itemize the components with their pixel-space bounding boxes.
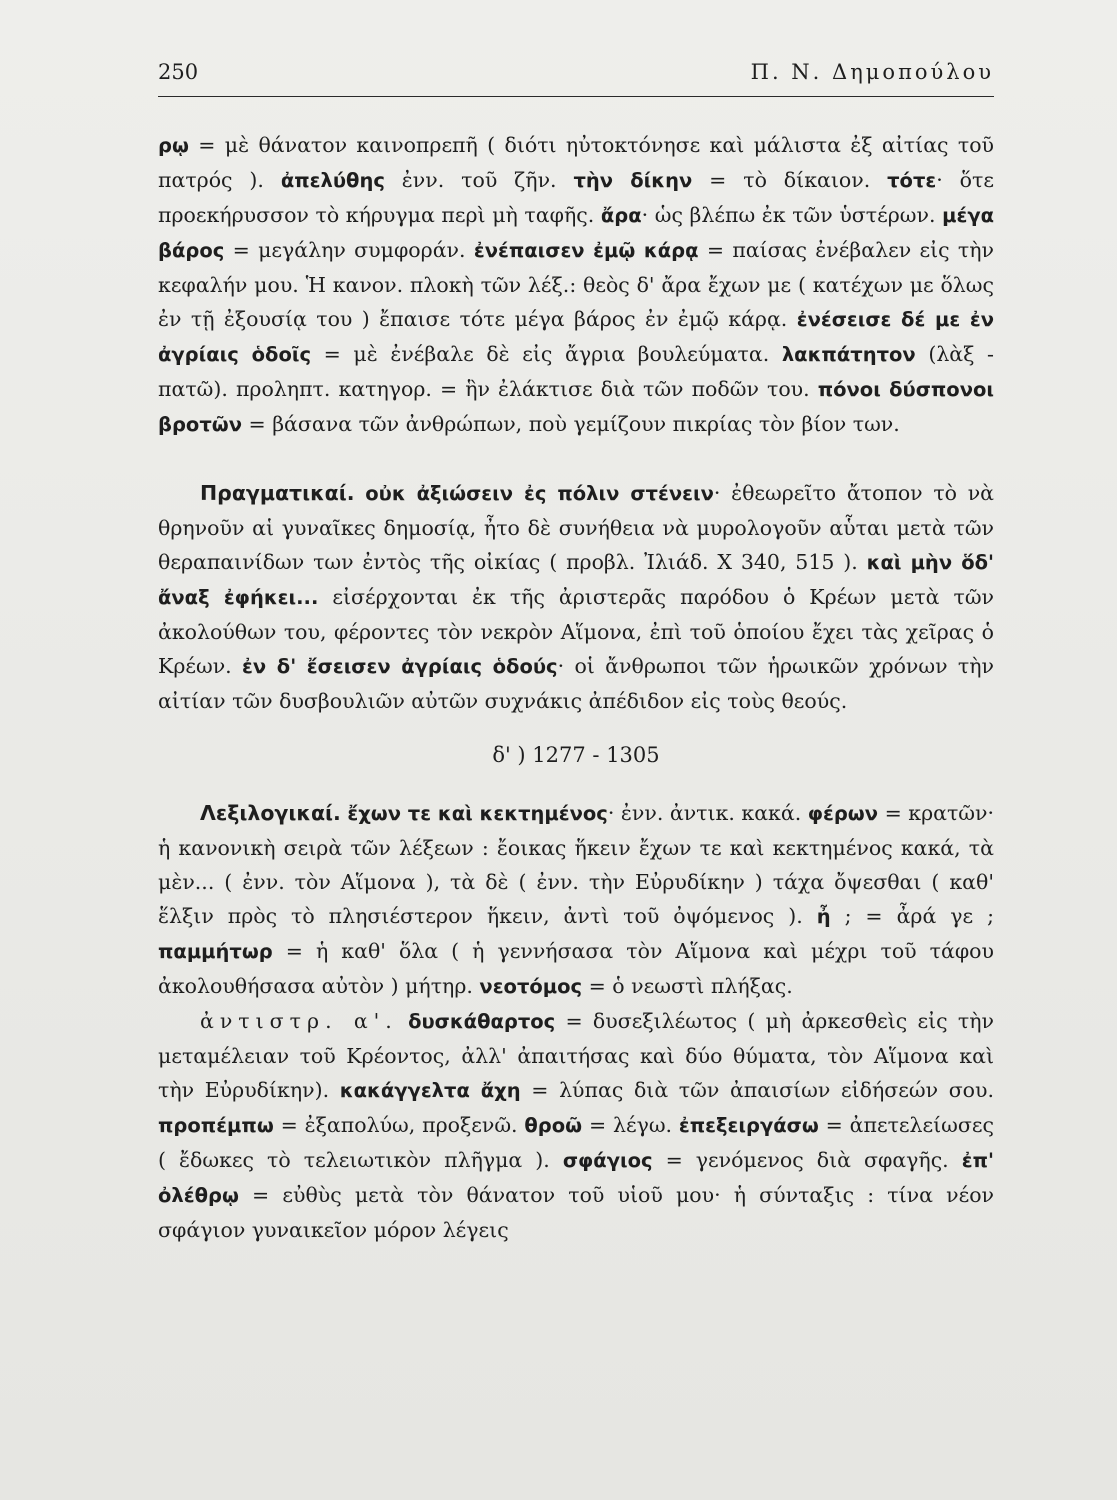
gloss-text: · οἱ ἄνθρωποι τῶν ἡρωικῶν χρόνων τὴν αἰτίαν τῶν δυσβουλιῶν αὐτῶν συχνάκις ἀπέδιδον εἰς τοὺς θεούς. bbox=[158, 654, 995, 713]
gloss-text bbox=[355, 481, 366, 505]
lemma-term: δυσκάθαρτος bbox=[408, 1010, 556, 1033]
lemma-term: ἄρα bbox=[600, 204, 642, 227]
lemma-term: κακάγγελτα ἄχη bbox=[339, 1079, 521, 1102]
lemma-term: ἀπελύθης bbox=[280, 169, 385, 192]
gloss-text: = παίσας ἐνέβαλεν εἰς τὴν κεφαλήν μου. Ἡ κανον. πλοκὴ τῶν λέξ.: θεὸς δ' ἄρα ἔχων με ( κατέχων με ὅλως ἐν τῇ ἐξουσίᾳ του ) ἔπαισε τότε μέγα βάρος ἐν ἐμῷ κάρᾳ. bbox=[158, 238, 995, 331]
gloss-text: εἰσέρχονται ἐκ τῆς ἀριστερᾶς παρόδου ὁ Κρέων μετὰ τῶν ἀκολούθων του, φέροντες τὸν νεκρὸν Αἵμονα, ἐπὶ τοῦ ὁποίου ἔχει τὰς χεῖρας ὁ Κρέων. bbox=[158, 585, 994, 678]
gloss-text: = μὲ θάνατον καινοπρεπῆ ( διότι ηὐτοκτόνησε καὶ μάλιστα ἐξ αἰτίας τοῦ πατρός ). bbox=[158, 133, 994, 192]
paragraph-pragmatikai bbox=[158, 476, 994, 718]
lemma-term: προπέμπω bbox=[158, 1114, 274, 1137]
lemma-term: τότε bbox=[887, 169, 937, 192]
gloss-text: (λὰξ - πατῶ). προληπτ. κατηγορ. = ἣν ἐλάκτισε διὰ τῶν ποδῶν του. bbox=[158, 342, 994, 401]
gloss-text bbox=[398, 1009, 408, 1033]
section-label: Πραγματικαί. bbox=[200, 481, 355, 505]
gloss-text: = γενόμενος διὰ σφαγῆς. bbox=[652, 1148, 962, 1172]
body-text bbox=[158, 128, 994, 1247]
section-label: ἀντιστρ. α'. bbox=[200, 1009, 398, 1033]
page-number: 250 bbox=[158, 60, 199, 84]
lemma-term: καὶ μὴν ὅδ' ἄναξ ἐφήκει... bbox=[158, 551, 994, 609]
gloss-text: ; = ἆρά γε ; bbox=[830, 904, 994, 928]
gloss-text: = βάσανα τῶν ἀνθρώπων, ποὺ γεμίζουν πικρίας τὸν βίον των. bbox=[242, 412, 900, 436]
gloss-text: = μὲ ἐνέβαλε δὲ εἰς ἄγρια βουλεύματα. bbox=[311, 342, 782, 366]
section-label: Λεξιλογικαί. bbox=[200, 801, 341, 825]
gloss-text: = εὐθὺς μετὰ τὸν θάνατον τοῦ υἱοῦ μου· ἡ σύνταξις : τίνα νέον σφάγιον γυναικεῖον μόρον λέγεις bbox=[158, 1183, 994, 1242]
lemma-term: ἐπ' ὀλέθρῳ bbox=[158, 1149, 994, 1207]
lemma-term: σφάγιος bbox=[562, 1149, 653, 1172]
lemma-term: οὐκ ἀξιώσειν ἐς πόλιν στένειν bbox=[365, 482, 714, 505]
lemma-term: μέγα βάρος bbox=[158, 204, 994, 262]
lemma-term: λακπάτητον bbox=[781, 343, 916, 366]
gloss-text: = ὁ νεωστὶ πλήξας. bbox=[582, 974, 793, 998]
gloss-text: = μεγάλην συμφοράν. bbox=[224, 238, 474, 262]
gloss-text: · ὡς βλέπω ἐκ τῶν ὑστέρων. bbox=[641, 203, 943, 227]
gloss-text: = λέγω. bbox=[582, 1113, 679, 1137]
lemma-term: ἐνέπαισεν ἐμῷ κάρᾳ bbox=[473, 239, 699, 262]
lemma-term: ἐπεξειργάσω bbox=[678, 1114, 819, 1137]
lemma-term: ἦ bbox=[816, 905, 831, 928]
lemma-term: παμμήτωρ bbox=[158, 940, 273, 963]
gloss-text: ἐνν. τοῦ ζῆν. bbox=[384, 168, 574, 192]
gloss-text: = λύπας διὰ τῶν ἀπαισίων εἰδήσεών σου. bbox=[520, 1078, 995, 1102]
paragraph-lexilogikai bbox=[158, 796, 994, 1004]
subsection-heading: δ' ) 1277 - 1305 bbox=[492, 743, 660, 767]
paragraph-commentary-end bbox=[158, 128, 994, 442]
lemma-term: νεοτόμος bbox=[479, 975, 583, 998]
lemma-term: ρῳ bbox=[158, 134, 189, 157]
lemma-term: τὴν δίκην bbox=[573, 169, 693, 192]
gloss-text: = ἡ καθ' ὅλα ( ἡ γεννήσασα τὸν Αἵμονα καὶ μέχρι τοῦ τάφου ἀκολουθήσασα αὐτὸν ) μήτηρ. bbox=[158, 939, 994, 998]
paragraph-antistrophe bbox=[158, 1004, 994, 1247]
gloss-text: = κρατῶν· ἡ κανονικὴ σειρὰ τῶν λέξεων : ἔοικας ἥκειν ἔχων τε καὶ κεκτημένος κακά, τὰ μὲν... ( ἐνν. τὸν Αἵμονα ), τὰ δὲ ( ἐνν. τὴν Εὐρυδίκην ) τάχα ὄψεσθαι ( καθ' ἕλξιν πρὸς τὸ πλησιέστερον ἥκειν, ἀντὶ τοῦ ὀψόμενος ). bbox=[158, 801, 994, 928]
running-head: Π. Ν. Δημοπούλου bbox=[750, 60, 994, 84]
gloss-text: · ἐθεωρεῖτο ἄτοπον τὸ νὰ θρηνοῦν αἱ γυναῖκες δημοσίᾳ, ἦτο δὲ συνήθεια νὰ μυρολογοῦν αὗται μετὰ τῶν θεραπαινίδων των ἐντὸς τῆς οἰκίας ( προβλ. Ἰλιάδ. Χ 340, 515 ). bbox=[158, 481, 994, 574]
gloss-text: = δυσεξιλέωτος ( μὴ ἀρκεσθεὶς εἰς τὴν μεταμέλειαν τοῦ Κρέοντος, ἀλλ' ἀπαιτήσας καὶ δύο θύματα, τὸν Αἵμονα καὶ τὴν Εὐρυδίκην). bbox=[158, 1009, 994, 1102]
gloss-text: = ἐξαπολύω, προξενῶ. bbox=[273, 1113, 525, 1137]
gloss-text: · ὅτε προεκήρυσσον τὸ κήρυγμα περὶ μὴ ταφῆς. bbox=[158, 168, 994, 227]
gloss-text: = τὸ δίκαιον. bbox=[692, 168, 888, 192]
lemma-term: φέρων bbox=[807, 802, 879, 825]
lemma-term: ἔχων τε καὶ κεκτημένος bbox=[347, 802, 608, 825]
lemma-term: πόνοι δύσπονοι βροτῶν bbox=[158, 378, 994, 436]
gloss-text: = ἀπετελείωσες ( ἔδωκες τὸ τελειωτικὸν πλῆγμα ). bbox=[158, 1113, 994, 1172]
lemma-term: ἐν δ' ἔσεισεν ἀγρίαις ὁδούς bbox=[242, 655, 558, 678]
lemma-term: ἐνέσεισε δέ με ἐν ἀγρίαις ὁδοῖς bbox=[158, 308, 994, 366]
gloss-text: · ἐνν. ἀντικ. κακά. bbox=[607, 801, 808, 825]
page-header bbox=[158, 58, 994, 97]
lemma-term: θροῶ bbox=[524, 1114, 583, 1137]
